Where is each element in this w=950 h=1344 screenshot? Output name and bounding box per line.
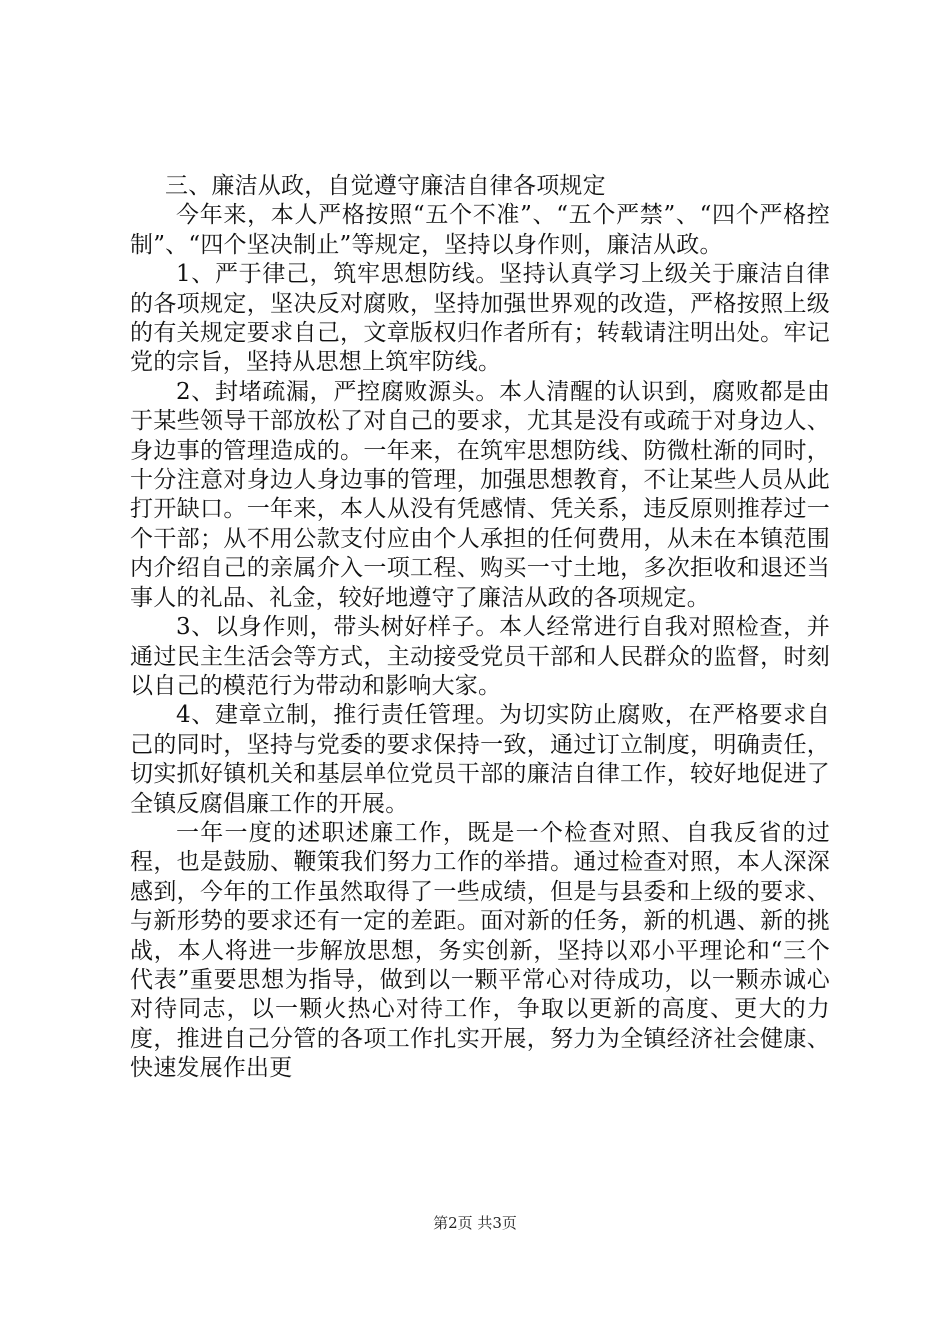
paragraph-conclusion: 一年一度的述职述廉工作，既是一个检查对照、自我反省的过程，也是鼓励、鞭策我们努力工作的举措。通过检查对照，本人深深感到，今年的工作虽然取得了一些成绩，但是与县委和上级的要求、与新形势的要求还有一定的差距。面对新的任务，新的机遇、新的挑战，本人将进一步解放思想，务实创新，坚持以邓小平理论和“三个代表”重要思想为指导，做到以一颗平常心对待成功，以一颗赤诚心对待同志，以一颗火热心对待工作，争取以更新的高度、更大的力度，推进自己分管的各项工作扎实开展，努力为全镇经济社会健康、快速发展作出更 xyxy=(130,819,830,1082)
page-footer: 第2页 共3页 xyxy=(433,1214,517,1232)
paragraph-item-4: 4、建章立制，推行责任管理。为切实防止腐败，在严格要求自己的同时，坚持与党委的要求保持一致，通过订立制度，明确责任，切实抓好镇机关和基层单位党员干部的廉洁自律工作，较好地促进了全镇反腐倡廉工作的开展。 xyxy=(130,702,830,817)
paragraph-item-2: 2、封堵疏漏，严控腐败源头。本人清醒的认识到，腐败都是由于某些领导干部放松了对自己的要求，尤其是没有或疏于对身边人、身边事的管理造成的。一年来，在筑牢思想防线、防微杜渐的同时，十分注意对身边人身边事的管理，加强思想教育，不让某些人员从此打开缺口。一年来，本人从没有凭感情、凭关系，违反原则推荐过一个干部；从不用公款支付应由个人承担的任何费用，从未在本镇范围内介绍自己的亲属介入一项工程、购买一寸土地，多次拒收和退还当事人的礼品、礼金，较好地遵守了廉洁从政的各项规定。 xyxy=(130,378,830,611)
document-body xyxy=(130,172,830,1084)
paragraph-item-3: 3、以身作则，带头树好样子。本人经常进行自我对照检查，并通过民主生活会等方式，主动接受党员干部和人民群众的监督，时刻以自己的模范行为带动和影响大家。 xyxy=(130,614,830,699)
paragraph-item-1: 1、严于律己，筑牢思想防线。坚持认真学习上级关于廉洁自律的各项规定，坚决反对腐败，坚持加强世界观的改造，严格按照上级的有关规定要求自己，文章版权归作者所有；转载请注明出处。牢记党的宗旨，坚持从思想上筑牢防线。 xyxy=(130,261,830,376)
paragraph-intro: 今年来，本人严格按照“五个不准”、“五个严禁”、“四个严格控制”、“四个坚决制止”等规定，坚持以身作则，廉洁从政。 xyxy=(130,202,830,258)
section-heading: 三、廉洁从政，自觉遵守廉洁自律各项规定 xyxy=(165,173,606,199)
